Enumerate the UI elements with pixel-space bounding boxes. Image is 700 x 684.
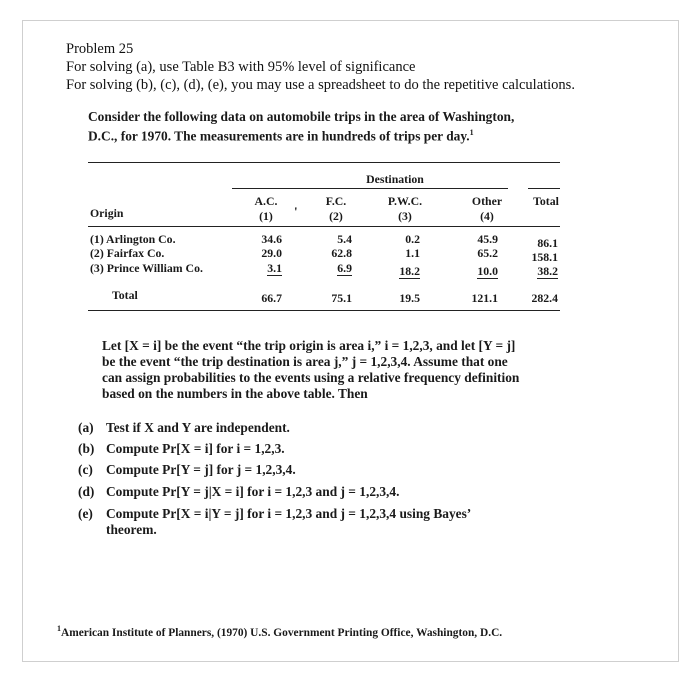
cell-2-2: 62.8 xyxy=(331,246,352,260)
question-a: (a) Test if X and Y are independent. xyxy=(78,420,290,435)
col-code-other: (4) xyxy=(480,209,494,223)
cell-3-2: 6.9 xyxy=(337,261,352,275)
cell-3-3: 18.2 xyxy=(399,264,420,278)
body-line-1: Let [X = i] be the event “the trip origin is area i,” i = 1,2,3, and let [Y = j] xyxy=(102,338,516,353)
col-header-pwc: P.W.C. xyxy=(387,194,423,208)
destination-label: Destination xyxy=(366,172,424,186)
footnote: $^1$American Institute of Planners, (1970) U.S. Government Printing Office, Washington, D.C. xyxy=(57,624,503,639)
table-bottom-rule xyxy=(88,310,560,311)
question-e: (e) Compute Pr[X = i|Y = j] for i = 1,2,3 and j = 1,2,3,4 using Bayes’ xyxy=(78,506,472,521)
problem-title: Problem 25 xyxy=(66,41,134,57)
row-origin-3: (3) Prince William Co. xyxy=(90,261,203,275)
total-4: 121.1 xyxy=(471,291,498,305)
row-origin-2: (2) Fairfax Co. xyxy=(90,246,165,260)
cell-2-total: 158.1 xyxy=(531,250,558,264)
cell-3-1: 3.1 xyxy=(267,261,282,275)
col-code-ac: (1) xyxy=(259,209,273,223)
total-rule xyxy=(528,188,560,189)
total-2: 75.1 xyxy=(331,291,352,305)
cell-2-3: 1.1 xyxy=(405,246,420,260)
question-c: (c) Compute Pr[Y = j] for j = 1,2,3,4. xyxy=(78,462,296,477)
header-rule xyxy=(88,226,560,227)
cell-1-total: 86.1 xyxy=(537,236,558,250)
total-1: 66.7 xyxy=(261,291,282,305)
cell-2-1: 29.0 xyxy=(261,246,282,260)
instruction-line-2: For solving (b), (c), (d), (e), you may use a spreadsheet to do the repetitive calculations. xyxy=(66,77,575,93)
cell-2-4: 65.2 xyxy=(477,246,498,260)
instruction-line-1: For solving (a), use Table B3 with 95% level of significance xyxy=(66,59,416,75)
col-header-fc: F.C. xyxy=(325,194,347,208)
col-code-fc: (2) xyxy=(329,209,343,223)
total-row-label: Total xyxy=(112,288,138,302)
col-code-pwc: (3) xyxy=(398,209,412,223)
body-line-2: be the event “the trip destination is area j,” j = 1,2,3,4. Assume that one xyxy=(102,354,508,369)
total-3: 19.5 xyxy=(399,291,420,305)
cell-3-4: 10.0 xyxy=(477,264,498,278)
stray-mark: ' xyxy=(294,204,298,219)
cell-1-1: 34.6 xyxy=(261,232,282,246)
cell-1-2: 5.4 xyxy=(337,232,352,246)
intro-line-2: D.C., for 1970. The measurements are in hundreds of trips per day.$^1$ xyxy=(88,128,474,144)
cell-3-total: 38.2 xyxy=(537,264,558,278)
body-line-3: can assign probabilities to the events using a relative frequency definition xyxy=(102,370,520,385)
col-header-other: Other xyxy=(471,194,503,208)
question-b: (b) Compute Pr[X = i] for i = 1,2,3. xyxy=(78,441,285,456)
origin-header: Origin xyxy=(90,206,124,220)
grand-total: 282.4 xyxy=(531,291,558,305)
total-header: Total xyxy=(533,194,559,208)
cell-1-4: 45.9 xyxy=(477,232,498,246)
question-d: (d) Compute Pr[Y = j|X = i] for i = 1,2,3 and j = 1,2,3,4. xyxy=(78,484,400,499)
table-top-rule xyxy=(88,162,560,163)
destination-rule xyxy=(232,188,508,189)
row-origin-1: (1) Arlington Co. xyxy=(90,232,176,246)
question-e-cont: theorem. xyxy=(106,522,157,537)
col-header-ac: A.C. xyxy=(254,194,278,208)
intro-line-1: Consider the following data on automobile trips in the area of Washington, xyxy=(88,109,515,124)
cell-1-3: 0.2 xyxy=(405,232,420,246)
body-line-4: based on the numbers in the above table. Then xyxy=(102,386,368,401)
